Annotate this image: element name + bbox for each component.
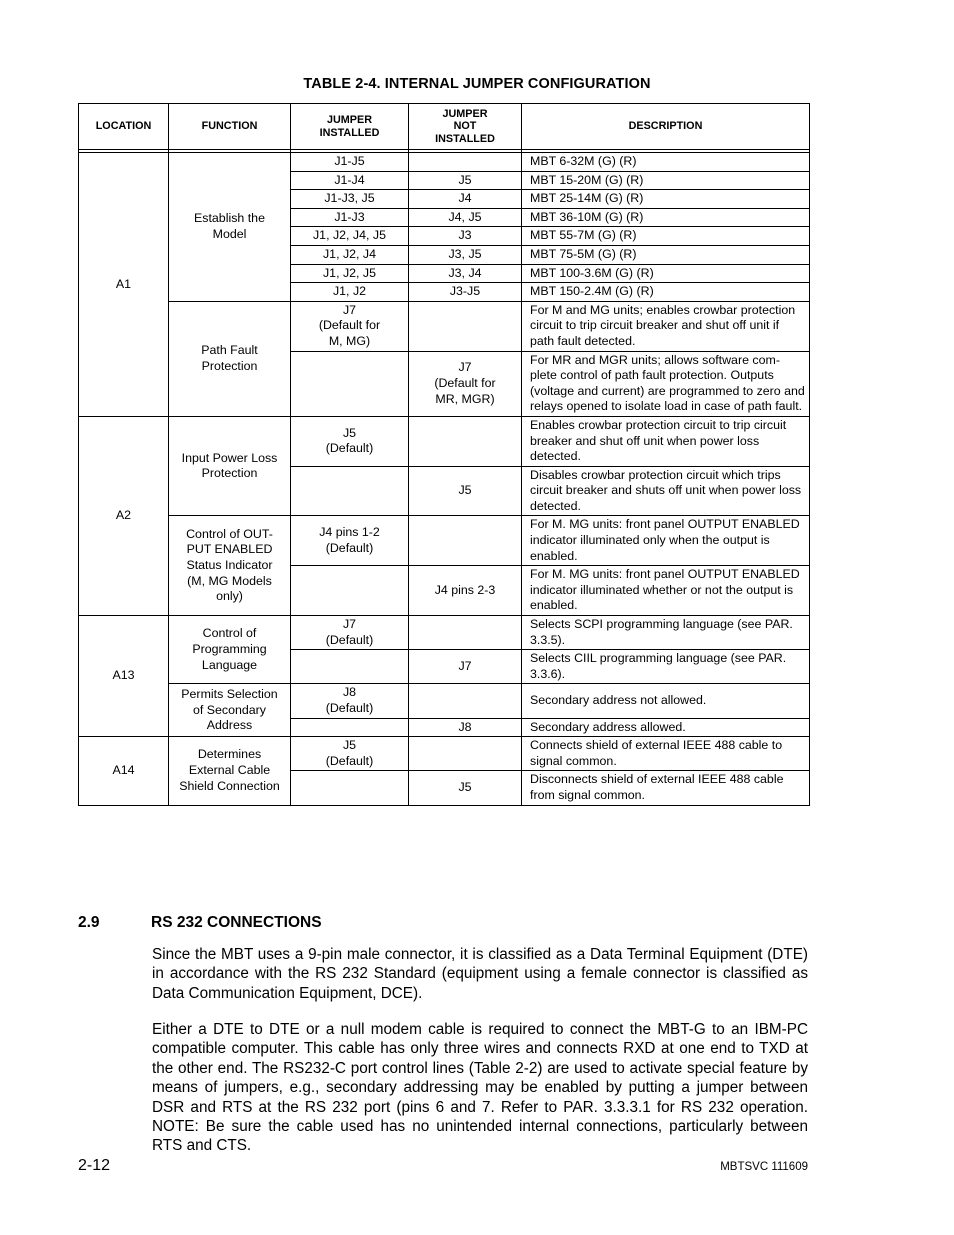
- description-cell: MBT 100-3.6M (G) (R): [522, 264, 810, 283]
- header-description: DESCRIPTION: [522, 104, 810, 150]
- paragraph-1: Since the MBT uses a 9-pin male connector, it is classified as a Data Terminal Equipment (DTE) in accordance with the RS 232 Standard (equipment using a female connector is classified as Data Communication Equipment, DCE).: [152, 946, 808, 1002]
- jumper-not-installed-cell: [409, 153, 522, 172]
- description-cell: MBT 75-5M (G) (R): [522, 245, 810, 264]
- jumper-installed-cell: J1, J2: [291, 283, 409, 302]
- jumper-installed-cell: J4 pins 1-2 (Default): [291, 516, 409, 566]
- function-cell: Control of OUT- PUT ENABLED Status Indicator (M, MG Models only): [169, 516, 291, 616]
- function-cell: Path Fault Protection: [169, 301, 291, 416]
- function-cell: Input Power Loss Protection: [169, 416, 291, 516]
- jumper-table: [78, 103, 810, 806]
- description-cell: MBT 25-14M (G) (R): [522, 190, 810, 209]
- table-row: [79, 416, 810, 466]
- description-cell: For M. MG units: front panel OUTPUT ENABLED indicator illuminated whether or not the output is enabled.: [522, 566, 810, 616]
- description-cell: MBT 55-7M (G) (R): [522, 227, 810, 246]
- description-cell: Disconnects shield of external IEEE 488 cable from signal common.: [522, 771, 810, 805]
- jumper-not-installed-cell: J7: [409, 650, 522, 684]
- jumper-installed-cell: [291, 351, 409, 416]
- function-cell: Control of Programming Language: [169, 616, 291, 684]
- jumper-installed-cell: J1, J2, J5: [291, 264, 409, 283]
- description-cell: Secondary address allowed.: [522, 718, 810, 737]
- jumper-not-installed-cell: J4, J5: [409, 208, 522, 227]
- jumper-not-installed-cell: J3, J5: [409, 245, 522, 264]
- jumper-installed-cell: [291, 466, 409, 516]
- description-cell: For M and MG units; enables crowbar protection circuit to trip circuit breaker and shut off unit if path fault detected.: [522, 301, 810, 351]
- jumper-not-installed-cell: J3: [409, 227, 522, 246]
- header-function: FUNCTION: [169, 104, 291, 150]
- jumper-installed-cell: J5 (Default): [291, 416, 409, 466]
- jumper-not-installed-cell: J7 (Default for MR, MGR): [409, 351, 522, 416]
- jumper-not-installed-cell: J5: [409, 171, 522, 190]
- table-row: [79, 684, 810, 718]
- function-cell: Establish the Model: [169, 153, 291, 302]
- table-row: [79, 737, 810, 771]
- header-jumper-not-installed: JUMPER NOT INSTALLED: [409, 104, 522, 150]
- jumper-not-installed-cell: J4 pins 2-3: [409, 566, 522, 616]
- jumper-not-installed-cell: [409, 416, 522, 466]
- description-cell: For M. MG units: front panel OUTPUT ENABLED indicator illuminated only when the output is enabled.: [522, 516, 810, 566]
- description-cell: Secondary address not allowed.: [522, 684, 810, 718]
- section-number: 2.9: [78, 914, 100, 931]
- description-cell: Disables crowbar protection circuit which trips circuit breaker and shuts off unit when power loss detected.: [522, 466, 810, 516]
- jumper-installed-cell: J1-J3, J5: [291, 190, 409, 209]
- header-location: LOCATION: [79, 104, 169, 150]
- jumper-not-installed-cell: [409, 301, 522, 351]
- description-cell: Connects shield of external IEEE 488 cable to signal common.: [522, 737, 810, 771]
- jumper-installed-cell: J5 (Default): [291, 737, 409, 771]
- description-cell: Selects CIIL programming language (see PAR. 3.3.6).: [522, 650, 810, 684]
- jumper-installed-cell: J1-J3: [291, 208, 409, 227]
- table-row: [79, 516, 810, 566]
- function-cell: Permits Selection of Secondary Address: [169, 684, 291, 737]
- location-cell: A1: [79, 153, 169, 417]
- description-cell: MBT 150-2.4M (G) (R): [522, 283, 810, 302]
- jumper-not-installed-cell: J5: [409, 771, 522, 805]
- jumper-installed-cell: J7 (Default for M, MG): [291, 301, 409, 351]
- jumper-not-installed-cell: [409, 684, 522, 718]
- description-cell: MBT 36-10M (G) (R): [522, 208, 810, 227]
- jumper-not-installed-cell: J3, J4: [409, 264, 522, 283]
- paragraph-2: Either a DTE to DTE or a null modem cable is required to connect the MBT-G to an IBM-PC compatible computer. This cable has only three wires and connects RXD at one end to TXD at the other end. The RS232-C port control lines (Table 2-2) are used to activate special feature by means of jumpers, e.g., secondary addressing may be enabled by putting a jumper between DSR and RTS at the RS 232 port (pins 6 and 7. Refer to PAR. 3.3.3.1 for RS 232 operation. NOTE: Be sure the cable used has no unintended internal connections, particularly between RTS and CTS.: [152, 1021, 808, 1155]
- description-cell: MBT 15-20M (G) (R): [522, 171, 810, 190]
- jumper-installed-cell: J1-J4: [291, 171, 409, 190]
- table-row: [79, 616, 810, 650]
- document-id: MBTSVC 111609: [720, 1161, 808, 1173]
- location-cell: A13: [79, 616, 169, 737]
- description-cell: MBT 6-32M (G) (R): [522, 153, 810, 172]
- description-cell: For MR and MGR units; allows software com-plete control of path fault protection. Outputs (voltage and current) are programmed to zero and relays opened to isolate load in case of path fault.: [522, 351, 810, 416]
- table-body: [79, 150, 810, 806]
- jumper-not-installed-cell: J5: [409, 466, 522, 516]
- jumper-not-installed-cell: [409, 737, 522, 771]
- jumper-not-installed-cell: [409, 616, 522, 650]
- jumper-installed-cell: J1, J2, J4, J5: [291, 227, 409, 246]
- jumper-installed-cell: J8 (Default): [291, 684, 409, 718]
- jumper-not-installed-cell: [409, 516, 522, 566]
- jumper-not-installed-cell: J8: [409, 718, 522, 737]
- jumper-installed-cell: [291, 566, 409, 616]
- jumper-installed-cell: J1, J2, J4: [291, 245, 409, 264]
- location-cell: A14: [79, 737, 169, 805]
- table-row: [79, 301, 810, 351]
- header-jumper-installed: JUMPER INSTALLED: [291, 104, 409, 150]
- table-row: [79, 153, 810, 172]
- table-header-row: [79, 104, 810, 150]
- jumper-not-installed-cell: J4: [409, 190, 522, 209]
- function-cell: Determines External Cable Shield Connection: [169, 737, 291, 805]
- jumper-installed-cell: J7 (Default): [291, 616, 409, 650]
- description-cell: Selects SCPI programming language (see PAR. 3.3.5).: [522, 616, 810, 650]
- table-title: TABLE 2-4. INTERNAL JUMPER CONFIGURATION: [303, 76, 651, 92]
- jumper-installed-cell: [291, 650, 409, 684]
- jumper-installed-cell: [291, 771, 409, 805]
- description-cell: Enables crowbar protection circuit to trip circuit breaker and shut off unit when power loss detected.: [522, 416, 810, 466]
- jumper-installed-cell: [291, 718, 409, 737]
- jumper-not-installed-cell: J3-J5: [409, 283, 522, 302]
- jumper-installed-cell: J1-J5: [291, 153, 409, 172]
- page-number: 2-12: [78, 1157, 111, 1174]
- section-title: RS 232 CONNECTIONS: [151, 914, 322, 931]
- location-cell: A2: [79, 416, 169, 615]
